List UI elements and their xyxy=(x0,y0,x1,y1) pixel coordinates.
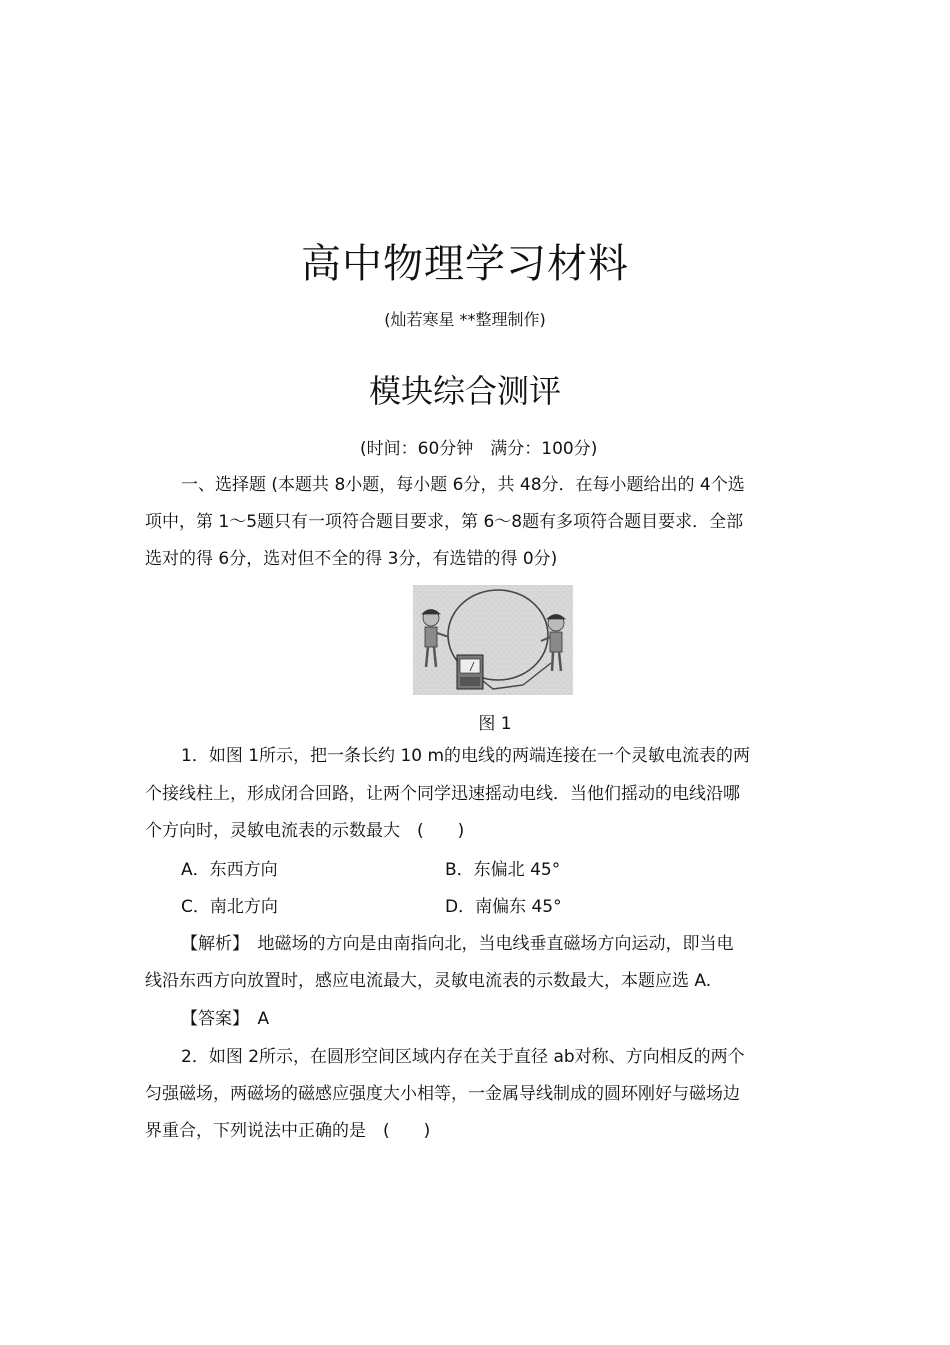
section1-line-2: 项中，第 1～5题只有一项符合题目要求，第 6～8题有多项符合题目要求．全部 xyxy=(145,512,744,532)
figure-1-caption: 图 1 xyxy=(478,714,512,734)
q1-option-d: D．南偏东 45° xyxy=(445,897,562,917)
section1-line-1: 一、选择题 (本题共 8小题，每小题 6分，共 48分．在每小题给出的 4个选 xyxy=(181,475,745,495)
test-meta: (时间：60分钟 满分：100分) xyxy=(360,439,598,459)
q1-line-3: 个方向时，灵敏电流表的示数最大 ( ) xyxy=(145,821,465,841)
figure-1-image xyxy=(413,585,573,695)
material-subtitle: (灿若寒星 **整理制作) xyxy=(384,310,546,329)
section1-line-3: 选对的得 6分，选对但不全的得 3分，有选错的得 0分) xyxy=(145,549,558,569)
q1-line-1: 1．如图 1所示，把一条长约 10 m的电线的两端连接在一个灵敏电流表的两 xyxy=(181,746,751,766)
q1-option-a: A．东西方向 xyxy=(181,860,278,880)
material-title: 高中物理学习材料 xyxy=(301,241,629,287)
q2-line-2: 匀强磁场，两磁场的磁感应强度大小相等，一金属导线制成的圆环刚好与磁场边 xyxy=(145,1084,740,1104)
q1-analysis-line-1: 【解析】 地磁场的方向是由南指向北，当电线垂直磁场方向运动，即当电 xyxy=(181,934,734,954)
q2-line-3: 界重合，下列说法中正确的是 ( ) xyxy=(145,1121,431,1141)
q1-line-2: 个接线柱上，形成闭合回路，让两个同学迅速摇动电线．当他们摇动的电线沿哪 xyxy=(145,784,740,804)
q2-line-1: 2．如图 2所示，在圆形空间区域内存在关于直径 ab对称、方向相反的两个 xyxy=(181,1047,745,1067)
test-heading: 模块综合测评 xyxy=(368,372,561,410)
q1-option-c: C．南北方向 xyxy=(181,897,278,917)
galvanometer-box xyxy=(457,655,483,689)
q1-analysis-line-2: 线沿东西方向放置时，感应电流最大，灵敏电流表的示数最大，本题应选 A. xyxy=(145,971,712,991)
q1-answer: 【答案】 A xyxy=(181,1009,270,1029)
q1-option-b: B．东偏北 45° xyxy=(445,860,561,880)
